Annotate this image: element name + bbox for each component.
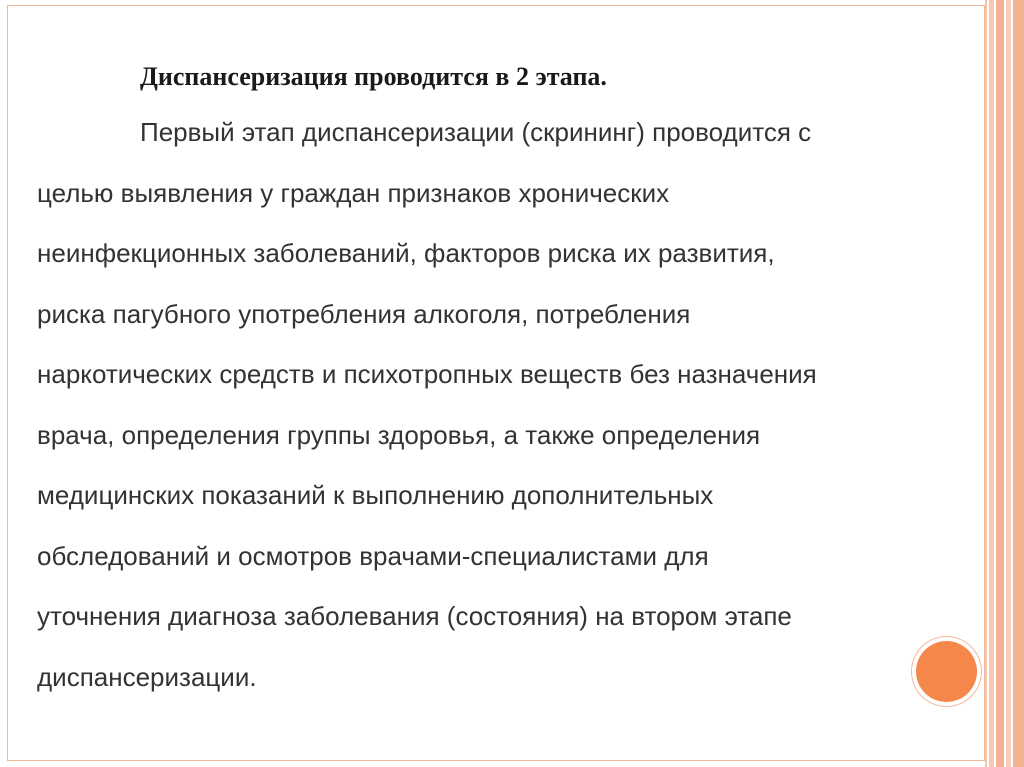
- paragraph-line: Первый этап диспансеризации (скрининг) проводится с: [140, 117, 812, 147]
- paragraph-line: обследований и осмотров врачами-специалистами для: [37, 540, 709, 571]
- paragraph-line: диспансеризации.: [37, 661, 257, 692]
- decor-stripe: [1006, 0, 1011, 767]
- paragraph-line: риска пагубного употребления алкоголя, потребления: [37, 298, 691, 329]
- paragraph-line: целью выявления у граждан признаков хронических: [37, 177, 670, 208]
- paragraph-line: уточнения диагноза заболевания (состояния) на втором этапе: [37, 601, 792, 631]
- decor-stripe: [1013, 0, 1024, 767]
- slide-content: [37, 52, 982, 707]
- paragraph-line: медицинских показаний к выполнению дополнительных: [37, 480, 714, 510]
- decor-stripe: [985, 0, 987, 767]
- paragraph-line: врача, определения группы здоровья, а также определения: [37, 419, 761, 450]
- paragraph-line: наркотических средств и психотропных веществ без назначения: [37, 359, 817, 389]
- decor-stripe: [989, 0, 994, 767]
- slide-paragraph: [37, 102, 982, 707]
- decor-stripe: [996, 0, 1004, 767]
- paragraph-line: неинфекционных заболеваний, факторов риска их развития,: [37, 238, 775, 268]
- slide-heading: Диспансеризация проводится в 2 этапа.: [140, 62, 607, 91]
